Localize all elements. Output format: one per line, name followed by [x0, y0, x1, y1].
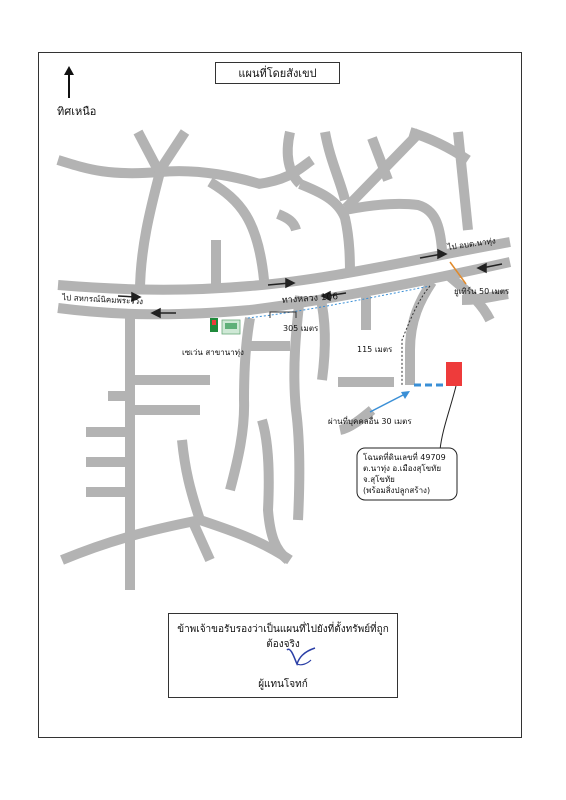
callout-line3: จ.สุโขทัย: [363, 475, 395, 484]
property-marker: [446, 362, 462, 386]
to-west-label: ไป สหกรณ์นิคมพระร่วง: [61, 293, 144, 307]
road-n9: [278, 214, 296, 230]
north-label: ทิศเหนือ: [57, 105, 97, 118]
to-east-label: ไป อบต.นาทุ่ง: [447, 236, 497, 252]
callout-leader: [440, 386, 456, 450]
seven-eleven-label: เซเว่น สาขานาทุ่ง: [182, 348, 244, 357]
callout-line4: (พร้อมสิ่งปลูกสร้าง): [363, 486, 431, 495]
pass-pointer-icon: [370, 391, 410, 412]
signer-label: ผู้แทนโจทก์: [258, 679, 308, 690]
road-n3: [160, 132, 185, 170]
road-n11: [325, 132, 345, 200]
highway-label: ทางหลวง 106: [281, 292, 339, 306]
certification-box: [168, 613, 398, 698]
callout-line1: โฉนดที่ดินเลขที่ 49709: [363, 453, 446, 462]
road-s18: [410, 282, 432, 385]
road-n2: [138, 132, 158, 170]
road-n16: [458, 132, 468, 230]
seven-eleven-icon: [210, 318, 240, 334]
road-s15: [320, 296, 325, 380]
road-n12: [345, 204, 442, 250]
road-s11: [62, 520, 290, 560]
road-network: [58, 132, 510, 590]
u-turn-label: ยูเทิร์น 50 เมตร: [454, 287, 510, 296]
dist-305-bracket: [270, 312, 296, 318]
certification-statement: ข้าพเจ้าขอรับรองว่าเป็นแผนที่ไปยังที่ตั้งทรัพย์ที่ถูกต้องจริง: [177, 624, 389, 650]
dist-115-label: 115 เมตร: [357, 345, 393, 354]
road-s10: [182, 440, 200, 520]
signature-image: [281, 640, 321, 670]
pass-private-label: ผ่านที่บุคคลอื่น 30 เมตร: [328, 417, 412, 426]
road-n4: [140, 172, 160, 292]
map-title: แผนที่โดยสังเขป: [215, 62, 340, 84]
road-s13: [262, 420, 288, 560]
dist-305-label: 305 เมตร: [283, 324, 319, 333]
road-n14: [346, 132, 420, 208]
road-n8: [288, 132, 300, 184]
callout-line2: ต.นาทุ่ง อ.เมืองสุโขทัย: [363, 464, 442, 473]
